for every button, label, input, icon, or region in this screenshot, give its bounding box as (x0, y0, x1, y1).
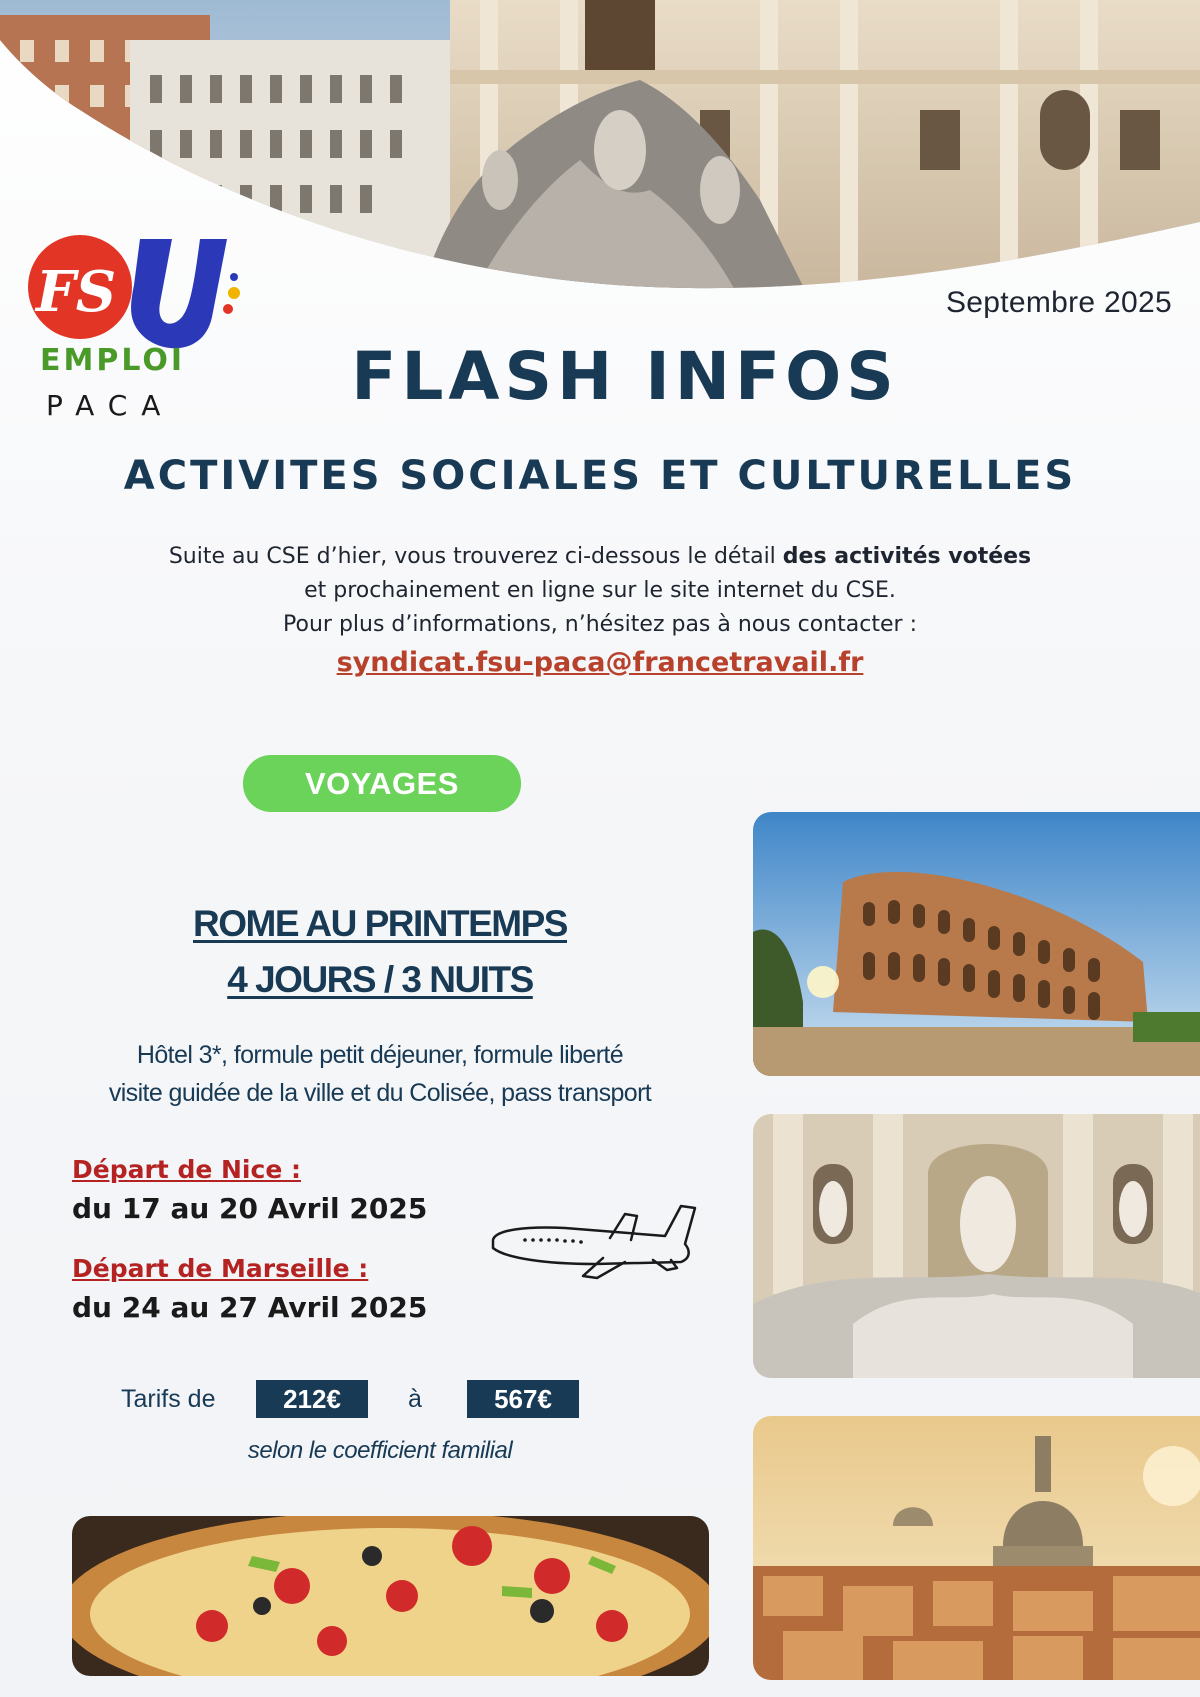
contact-email-link[interactable]: syndicat.fsu-paca@francetravail.fr (336, 647, 864, 678)
trip-description (40, 1036, 720, 1112)
pizza-photo (72, 1516, 709, 1676)
departure-marseille-dates: du 24 au 27 Avril 2025 (72, 1291, 428, 1324)
issue-date: Septembre 2025 (945, 286, 1172, 319)
intro-line2: et prochainement en ligne sur le site internet du CSE. (304, 578, 896, 603)
departure-marseille-label: Départ de Marseille : (72, 1254, 369, 1283)
intro-line1: Suite au CSE d’hier, vous trouverez ci-dessous le détail (168, 544, 783, 569)
rome-skyline-photo (753, 1416, 1200, 1680)
trip-title-line2: 4 JOURS / 3 NUITS (227, 959, 533, 1000)
departure-nice-dates: du 17 au 20 Avril 2025 (72, 1192, 428, 1225)
airplane-icon (485, 1198, 705, 1288)
svg-text:PACA: PACA (46, 389, 175, 420)
colosseum-photo (753, 812, 1200, 1076)
page-subtitle: ACTIVITES SOCIALES ET CULTURELLES (123, 453, 1077, 499)
intro-line3: Pour plus d’informations, n’hésitez pas à nous contacter : (283, 612, 917, 637)
price-separator: à (408, 1385, 422, 1413)
intro-line1-bold: des activités votées (782, 544, 1032, 569)
departure-nice-label: Départ de Nice : (72, 1155, 301, 1184)
page-title: FLASH INFOS (351, 338, 899, 415)
section-badge-voyages: VOYAGES (243, 755, 521, 812)
trevi-fountain-photo (753, 1114, 1200, 1378)
trip-desc-line2: visite guidée de la ville et du Colisée, pass transport (108, 1079, 652, 1107)
tarifs-label: Tarifs de (121, 1385, 216, 1413)
trip-title (60, 896, 700, 1008)
trip-title-line1: ROME AU PRINTEMPS (193, 903, 567, 944)
svg-text:FS: FS (36, 259, 117, 325)
price-min: 212€ (256, 1380, 368, 1418)
svg-text:EMPLOI: EMPLOI (40, 343, 186, 378)
trip-desc-line1: Hôtel 3*, formule petit déjeuner, formule liberté (136, 1041, 624, 1069)
intro-text (100, 540, 1100, 680)
price-note: selon le coefficient familial (247, 1437, 513, 1464)
price-max: 567€ (467, 1380, 579, 1418)
